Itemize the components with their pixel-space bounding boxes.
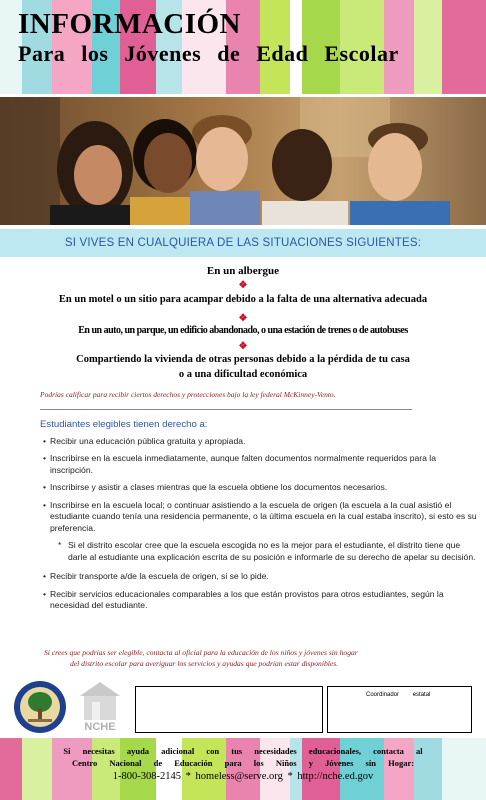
coordinator-label: Coordinador estatal — [366, 692, 431, 698]
qualify-note: Podrías calificar para recibir ciertos derechos y protecciones bajo la ley federal McKinney-Vento. — [40, 390, 336, 399]
rights-item: • Recibir una educación pública gratuita y apropiada. — [40, 436, 480, 448]
footer-phone[interactable]: 1-800-308-2145 — [112, 771, 182, 782]
nche-logo-text: NCHE — [84, 721, 116, 733]
diamond-icon: ❖ — [238, 341, 248, 352]
page-subtitle: Para los Jóvenes de Edad Escolar — [18, 41, 399, 66]
rights-item: • Inscribirse en la escuela inmediatamente, aunque falten documentos normalmente requeridos para la inscripción. — [40, 453, 480, 476]
situation-item: En un albergue — [206, 265, 280, 277]
rights-item: • Recibir transporte a/de la escuela de origen, si se lo pide. — [40, 571, 480, 583]
logo-graphics — [12, 678, 132, 738]
us-education-seal-icon — [14, 681, 66, 733]
footer-email[interactable]: homeless@serve.org — [195, 771, 283, 782]
footer — [0, 745, 486, 783]
contact-note — [44, 647, 464, 669]
footer-contacts — [0, 771, 486, 783]
rights-item: • Inscribirse en la escuela local; o continuar asistiendo a la escuela de origen (la escuela a la cual asistió el estudiante cuando tenía una residencia permanente, o la última escuela en la cual estaba inscrito), si esto es su preferencia. — [40, 500, 480, 535]
nche-logo-icon — [80, 682, 120, 733]
rights-item: • Inscribirse y asistir a clases mientras que la escuela obtiene los documentos necesarios. — [40, 482, 480, 494]
situations-banner — [0, 229, 486, 257]
situation-item: En un auto, un parque, un edificio abandonado, o una estación de trenes o de autobuses — [78, 325, 408, 336]
students-photo-illustration — [0, 97, 486, 225]
diamond-icon: ❖ — [238, 280, 248, 291]
state-coordinator-box — [327, 686, 472, 733]
local-contact-box — [135, 686, 323, 733]
situation-item: o a una dificultad económica — [178, 369, 308, 380]
contact-note-line: del distrito escolar para averiguar los servicios y ayudas que podrían estar disponibles. — [70, 659, 339, 668]
contact-note-line: Si crees que podrías ser elegible, contacta al oficial para la educación de los niños y jóvenes sin hogar — [44, 648, 358, 657]
banner-text: SI VIVES EN CUALQUIERA DE LAS SITUACIONES SIGUIENTES: — [64, 237, 422, 249]
divider — [40, 409, 412, 410]
students-photo — [0, 97, 486, 225]
footer-line: Si necesitas ayuda adicional con tus necesidades educacionales, contacta al — [63, 746, 423, 756]
rights-heading: Estudiantes elegibles tienen derecho a: — [40, 419, 208, 430]
page-title: INFORMACIÓN — [18, 8, 241, 40]
situation-item: En un motel o un sitio para acampar debido a la falta de una alternativa adecuada — [58, 294, 428, 305]
rights-section — [40, 419, 480, 618]
footer-line: Centro Nacional de Educación para los Niños y Jóvenes sin Hogar: — [71, 758, 415, 768]
footer-web[interactable]: http://nche.ed.gov — [297, 771, 374, 782]
situation-item: Compartiendo la vivienda de otras personas debido a la pérdida de tu casa — [76, 354, 410, 365]
logos — [12, 678, 132, 738]
separator-icon: * — [185, 771, 191, 782]
title-block — [18, 8, 478, 68]
rights-sub-item: * Si el distrito escolar cree que la escuela escogida no es la mejor para el estudiante, el distrito tiene que darle al estudiante una explicación escrita de su posición e informarle de su derecho de apelar su decisión. — [40, 540, 480, 563]
rights-item: • Recibir servicios educacionales comparables a los que están provistos para otros estudiantes, según la necesidad del estudiante. — [40, 589, 480, 612]
separator-icon: * — [287, 771, 293, 782]
diamond-icon: ❖ — [238, 313, 248, 324]
